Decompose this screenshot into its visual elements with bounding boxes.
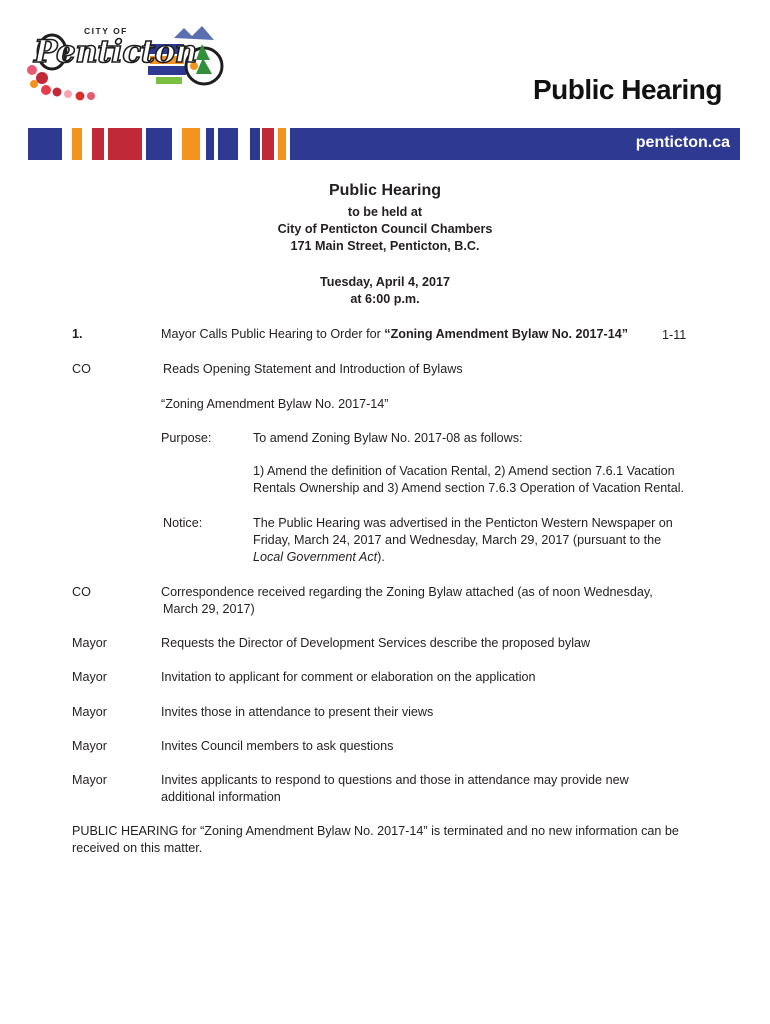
band-stripe xyxy=(262,128,274,160)
mayor-action: Invites Council members to ask questions xyxy=(161,739,394,753)
bylaw-title: “Zoning Amendment Bylaw No. 2017-14” xyxy=(161,397,389,411)
notice-venue: City of Penticton Council Chambers xyxy=(277,222,493,236)
item-pages: 1-11 xyxy=(662,328,687,342)
item-text-plain: Mayor Calls Public Hearing to Order for xyxy=(161,327,385,341)
mayor-label: Mayor xyxy=(72,670,107,684)
notice-date: Tuesday, April 4, 2017 xyxy=(320,275,450,289)
purpose-detail-line2: Rentals Ownership and 3) Amend section 7.6.3 Operation of Vacation Rental. xyxy=(253,481,685,495)
city-of-penticton-logo xyxy=(24,26,224,102)
band-stripe xyxy=(206,128,214,160)
band-stripe xyxy=(92,128,104,160)
logo-wordmark: Penticton xyxy=(34,34,197,70)
website-url[interactable]: penticton.ca xyxy=(635,134,730,151)
notice-line1: The Public Hearing was advertised in the Penticton Western Newspaper on xyxy=(253,516,673,530)
item-number: 1. xyxy=(72,327,83,341)
notice-line3-end: ). xyxy=(377,550,385,564)
mayor-action: Invites those in attendance to present their views xyxy=(161,705,434,719)
purpose-label: Purpose: xyxy=(161,431,212,445)
act-name: Local Government Act xyxy=(253,550,378,564)
band-stripe xyxy=(72,128,82,160)
notice-label: Notice: xyxy=(163,516,203,530)
notice-time: at 6:00 p.m. xyxy=(350,292,420,306)
correspondence-line2: March 29, 2017) xyxy=(163,602,255,616)
closing-line1: PUBLIC HEARING for “Zoning Amendment Bylaw No. 2017-14” is terminated and no new information can be xyxy=(72,824,679,838)
logo-city-of-text: CITY OF xyxy=(84,26,128,36)
notice-line2: Friday, March 24, 2017 and Wednesday, March 29, 2017 (pursuant to the xyxy=(253,533,662,547)
notice-title: Public Hearing xyxy=(328,182,442,199)
purpose-text: To amend Zoning Bylaw No. 2017-08 as follows: xyxy=(253,431,523,445)
mayor-action: Requests the Director of Development Services describe the proposed bylaw xyxy=(161,636,591,650)
band-stripe xyxy=(182,128,200,160)
purpose-detail-line1: 1) Amend the definition of Vacation Rental, 2) Amend section 7.6.1 Vacation xyxy=(253,464,675,478)
mayor-label: Mayor xyxy=(72,705,107,719)
band-stripe xyxy=(28,128,62,160)
notice-line3 xyxy=(253,550,385,564)
notice-address: 171 Main Street, Penticton, B.C. xyxy=(290,239,480,253)
co-label: CO xyxy=(72,585,91,599)
band-stripe xyxy=(146,128,172,160)
notice-subtitle: to be held at xyxy=(347,205,423,219)
header-title: Public Hearing xyxy=(532,74,722,105)
mayor-label: Mayor xyxy=(72,773,107,787)
item-bylaw-name: “Zoning Amendment Bylaw No. 2017-14” xyxy=(384,327,629,341)
item-text xyxy=(161,327,628,341)
closing-line2: received on this matter. xyxy=(72,841,203,855)
mayor-label: Mayor xyxy=(72,636,107,650)
band-stripe xyxy=(278,128,286,160)
band-stripe xyxy=(108,128,142,160)
correspondence-line1: Correspondence received regarding the Zoning Bylaw attached (as of noon Wednesday, xyxy=(161,585,653,599)
band-stripe xyxy=(250,128,260,160)
co-label: CO xyxy=(72,362,91,376)
mayor-action-cont: additional information xyxy=(161,790,281,804)
co-opening-statement: Reads Opening Statement and Introduction of Bylaws xyxy=(163,362,463,376)
mayor-action: Invitation to applicant for comment or elaboration on the application xyxy=(161,670,536,684)
mayor-label: Mayor xyxy=(72,739,107,753)
mayor-action: Invites applicants to respond to questions and those in attendance may provide new xyxy=(161,773,629,787)
band-stripe xyxy=(218,128,238,160)
